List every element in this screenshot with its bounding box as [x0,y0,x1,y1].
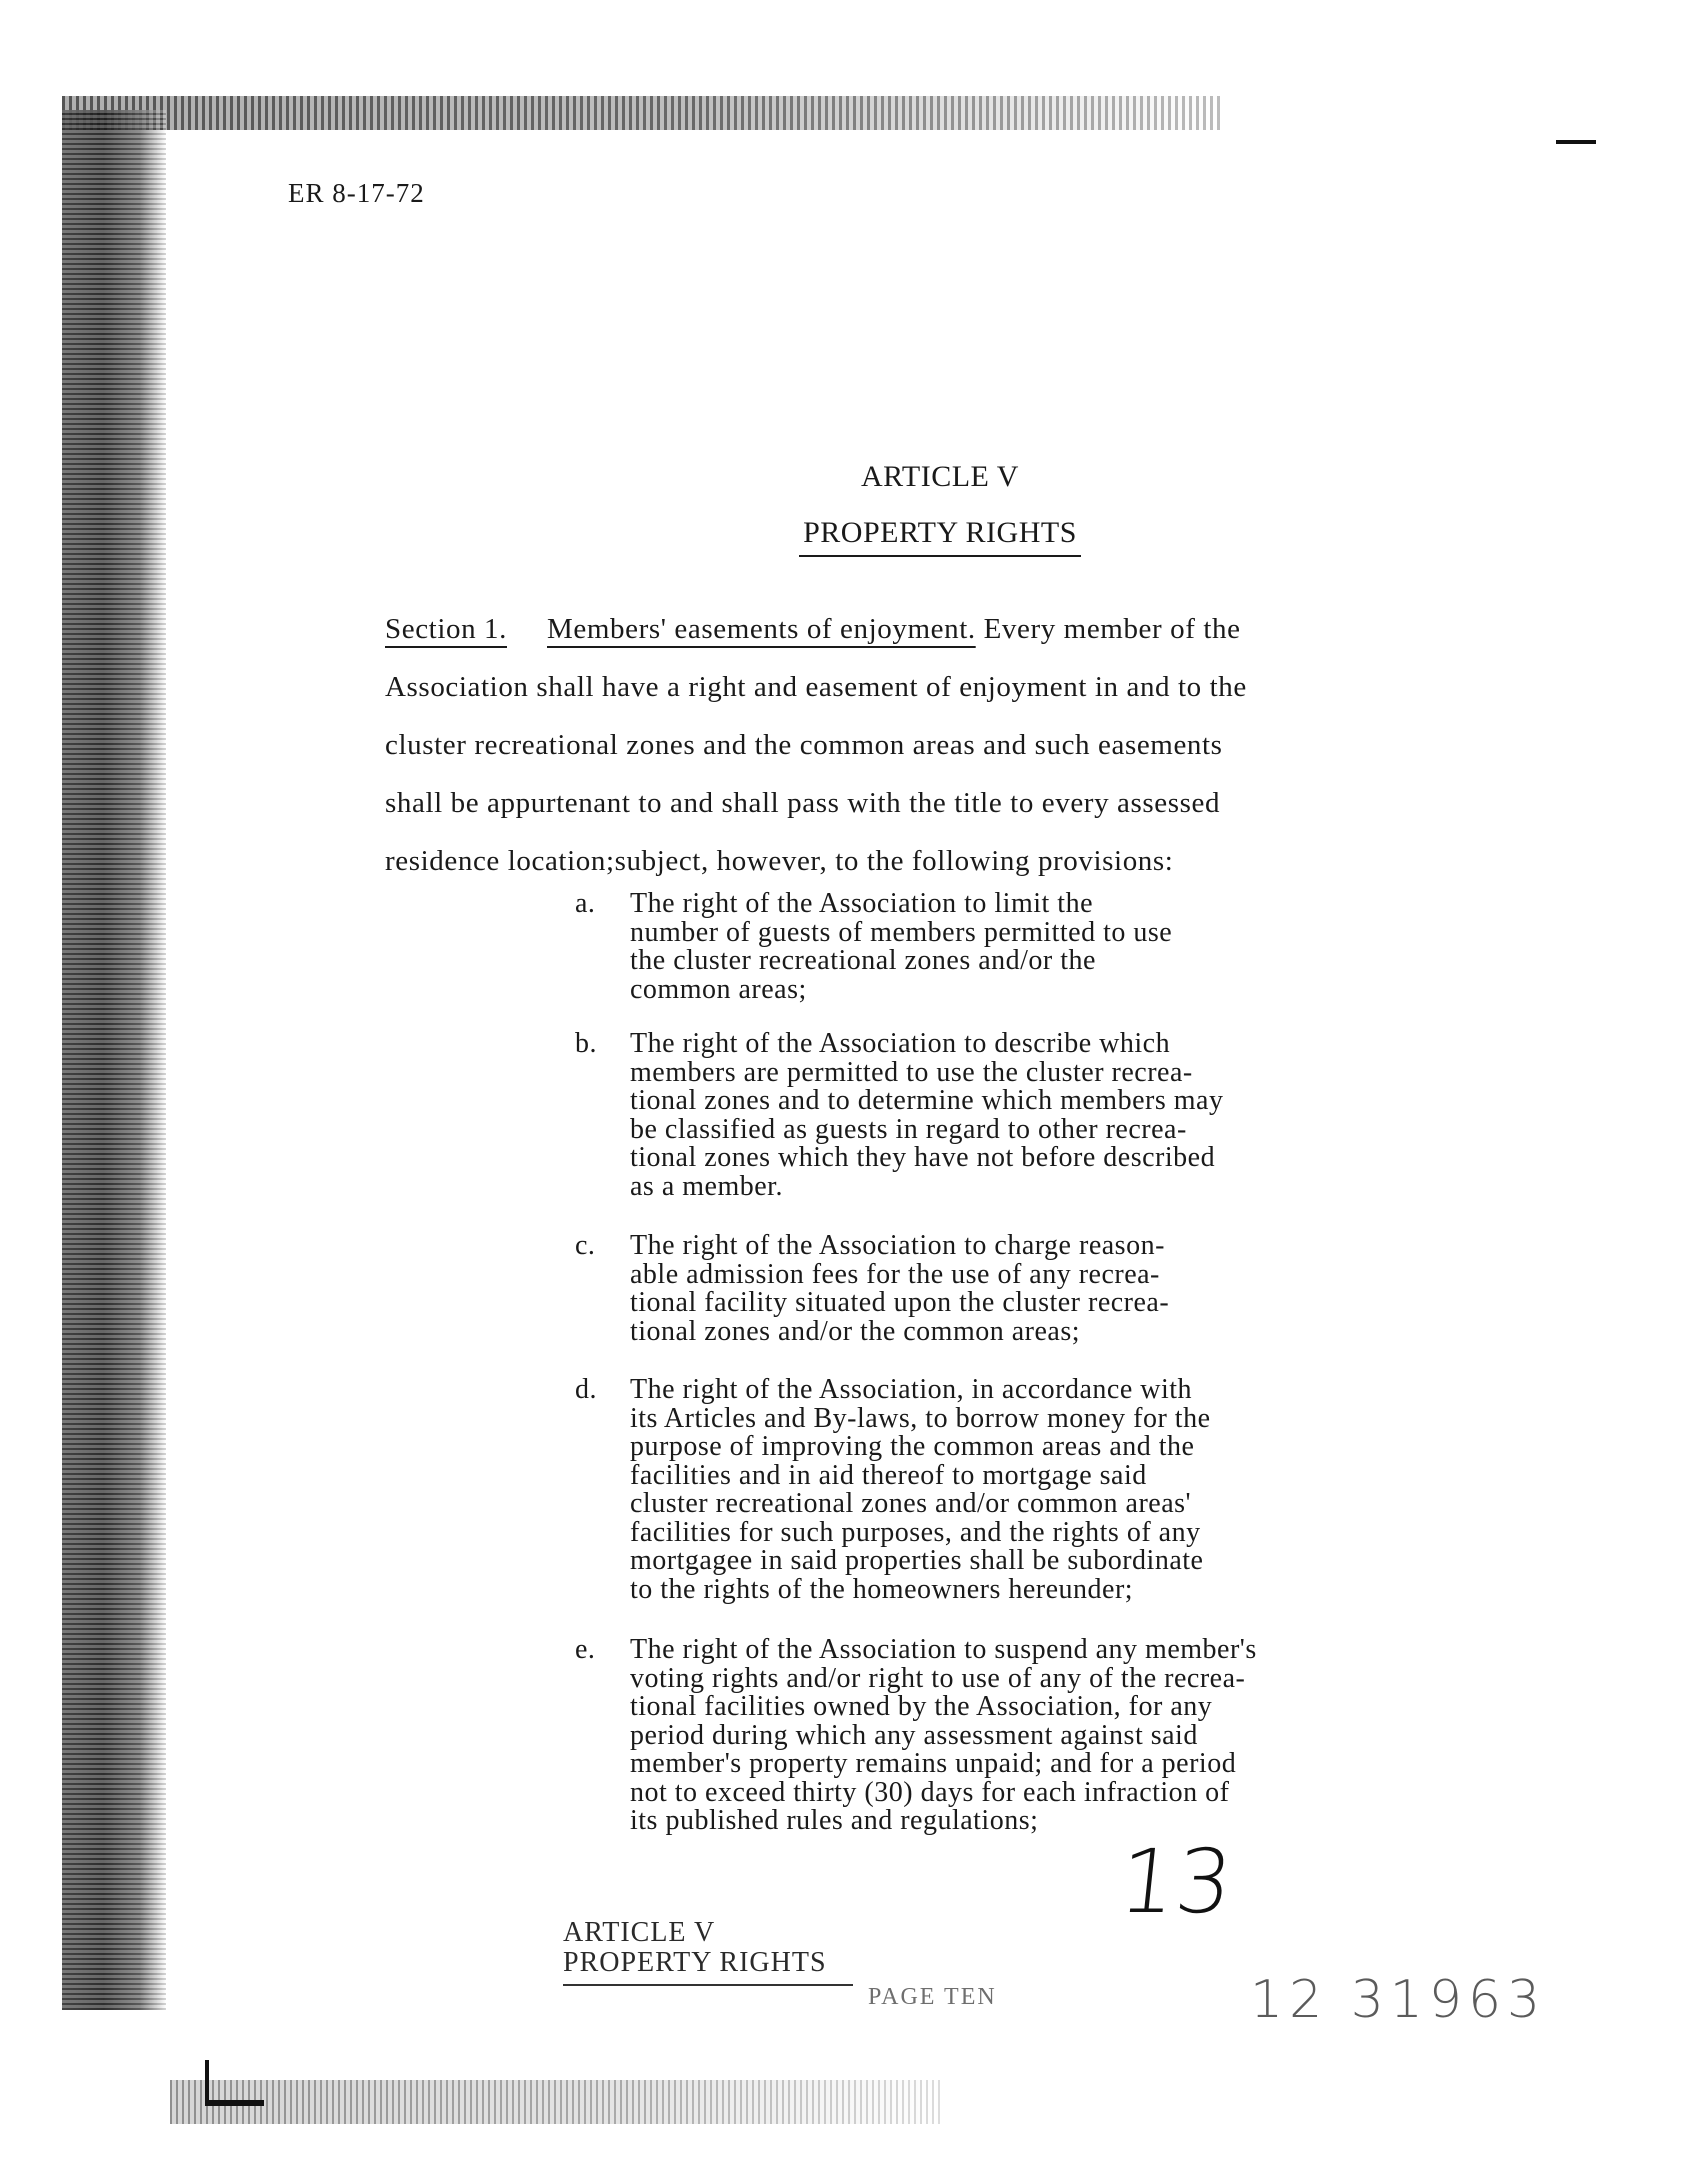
footer-article [563,1918,827,1978]
provision-text: The right of the Association, in accordance with its Articles and By-laws, to borrow money for the purpose of improving the common areas and the facilities and in aid thereof to mortgage said cluster recreational zones and/or common areas' facilities for such purposes, and the rights of any mortgagee in said properties shall be subordinate to the rights of the homeowners hereunder; [630,1374,1211,1605]
section-line: shall be appurtenant to and shall pass with the title to every assessed [385,787,1221,819]
corner-mark [205,2060,264,2106]
provision-text: The right of the Association to limit the number of guests of members permitted to use the cluster recreational zones and/or the common areas; [630,888,1173,1005]
provision-text: The right of the Association to suspend any member's voting rights and/or right to use of any of the recrea- tional facilities owned by the Association, for any period during which any assessment against said member's property remains unpaid; and for a period not to exceed thirty (30) days for each infraction of its published rules and regulations; [630,1634,1257,1836]
footer-rule [563,1984,853,1986]
scan-edge-bottom [170,2080,940,2124]
footer-article-title: ARTICLE V [563,1917,716,1948]
provision-letter: a. [575,888,596,919]
provision-b [575,1030,1435,1201]
provision-text: The right of the Association to charge reason- able admission fees for the use of any recrea- tional facility situated upon the cluster recrea- tional zones and/or the common areas; [630,1230,1170,1347]
provision-c [575,1232,1435,1346]
provision-d [575,1376,1435,1604]
provision-a [575,890,1435,1004]
section-line: Section 1. Members' easements of enjoyment. Every member of the [385,613,1241,645]
footer-page-label: PAGE TEN [868,1984,997,2010]
provision-letter: b. [575,1028,597,1059]
scan-edge-left [62,110,166,2010]
date-stamp: ER 8-17-72 [288,178,425,208]
provision-letter: c. [575,1230,596,1261]
section-label: Section 1. [385,613,507,645]
section-line: Association shall have a right and easement of enjoyment in and to the [385,671,1247,703]
margin-mark [1556,140,1596,144]
section-body [385,600,1425,890]
handwritten-page-number: 13 [1114,1830,1238,1933]
article-title: ARTICLE V [861,460,1019,493]
document-number: 12 31963 [1250,1970,1547,2030]
provision-letter: d. [575,1374,597,1405]
provision-e [575,1636,1435,1836]
scan-edge-top [62,96,1222,130]
provision-text: The right of the Association to describe which members are permitted to use the cluster recrea- tional zones and to determine which members may be classified as guests in regard to other recrea- tional zones which they have not before described as a member. [630,1028,1224,1202]
footer-article-subtitle: PROPERTY RIGHTS [563,1947,827,1978]
provision-letter: e. [575,1634,596,1665]
section-heading: Members' easements of enjoyment. [547,613,976,645]
section-line: cluster recreational zones and the common areas and such easements [385,729,1223,761]
article-subtitle: PROPERTY RIGHTS [0,516,1696,550]
section-line: residence location;subject, however, to the following provisions: [385,845,1174,877]
